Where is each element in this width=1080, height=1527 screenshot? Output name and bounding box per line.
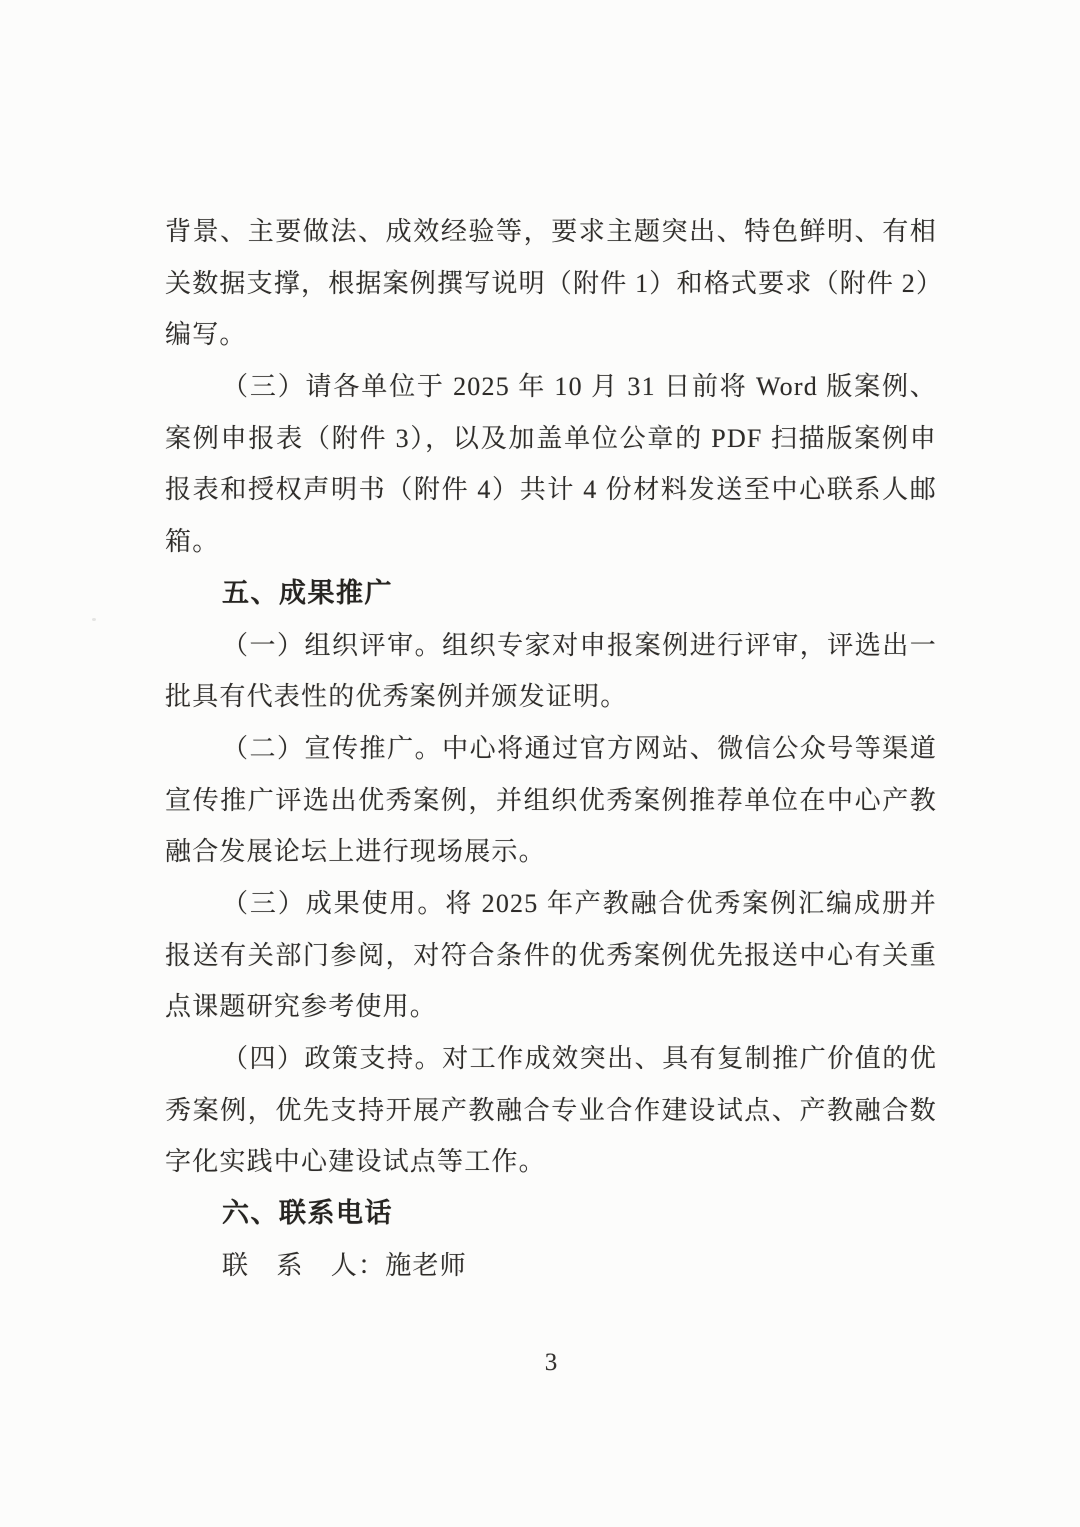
body-line: 字化实践中心建设试点等工作。 (165, 1147, 546, 1177)
contact-person-line: 联 系 人：施老师 (222, 1250, 467, 1280)
body-line-paragraph-start: （一）组织评审。组织专家对申报案例进行评审，评选出一 (222, 630, 937, 660)
body-line: 点课题研究参考使用。 (165, 992, 438, 1022)
body-line-paragraph-start: （二）宣传推广。中心将通过官方网站、微信公众号等渠道 (222, 733, 937, 763)
body-line: 报送有关部门参阅，对符合条件的优秀案例优先报送中心有关重 (165, 940, 937, 970)
page-number: 3 (544, 1349, 558, 1376)
body-line: 秀案例，优先支持开展产教融合专业合作建设试点、产教融合数 (165, 1095, 937, 1125)
body-line-paragraph-start: （三）成果使用。将 2025 年产教融合优秀案例汇编成册并 (222, 888, 937, 918)
section-heading-results-promotion: 五、成果推广 (222, 577, 393, 608)
document-text-block (165, 206, 944, 1291)
scan-speck (92, 618, 96, 621)
body-line-paragraph-start: （四）政策支持。对工作成效突出、具有复制推广价值的优 (222, 1044, 937, 1073)
body-line: 关数据支撑，根据案例撰写说明（附件 1）和格式要求（附件 2） (165, 268, 944, 298)
body-line: 背景、主要做法、成效经验等，要求主题突出、特色鲜明、有相 (165, 217, 937, 246)
section-heading-contact-phone: 六、联系电话 (222, 1198, 393, 1229)
body-line: 批具有代表性的优秀案例并颁发证明。 (165, 682, 628, 712)
body-line: 融合发展论坛上进行现场展示。 (165, 837, 546, 867)
body-line: 宣传推广评选出优秀案例，并组织优秀案例推荐单位在中心产教 (165, 785, 937, 815)
body-line: 案例申报表（附件 3），以及加盖单位公章的 PDF 扫描版案例申 (165, 423, 937, 453)
body-line-paragraph-start: （三）请各单位于 2025 年 10 月 31 日前将 Word 版案例、 (222, 372, 937, 402)
body-line: 报表和授权声明书（附件 4）共计 4 份材料发送至中心联系人邮 (165, 475, 937, 505)
body-line: 编写。 (165, 320, 247, 350)
body-line: 箱。 (165, 527, 220, 557)
